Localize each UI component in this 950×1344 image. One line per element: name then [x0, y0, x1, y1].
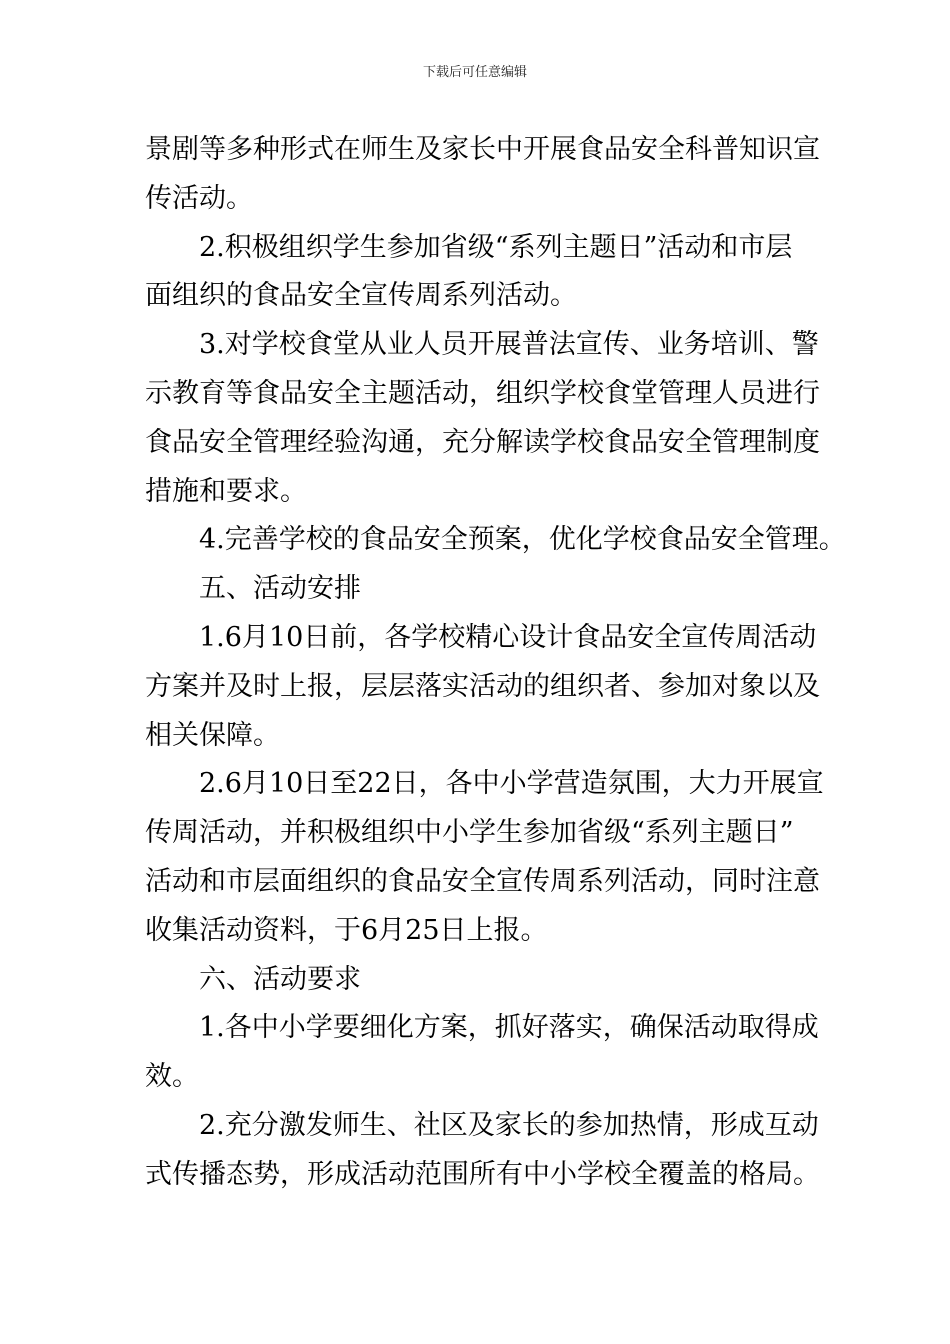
text-line: 景剧等多种形式在师生及家长中开展食品安全科普知识宣 — [145, 134, 820, 165]
page-header: 下载后可任意编辑 — [422, 65, 527, 80]
text-line: 示教育等食品安全主题活动，组织学校食堂管理人员进行 — [145, 377, 820, 409]
text-line: 1.6月10日前，各学校精心设计食品安全宣传周活动 — [199, 621, 817, 653]
text-line: 1.各中小学要细化方案，抓好落实，确保活动取得成 — [199, 1012, 819, 1044]
text-line: 面组织的食品安全宣传周系列活动。 — [145, 280, 577, 312]
text-line: 相关保障。 — [145, 719, 280, 751]
text-line: 式传播态势，形成活动范围所有中小学校全覆盖的格局。 — [145, 1158, 820, 1190]
text-line: 措施和要求。 — [145, 475, 307, 507]
text-line: 收集活动资料，于6月25日上报。 — [145, 914, 548, 946]
text-line: 传活动。 — [145, 182, 253, 214]
text-line: 活动和市层面组织的食品安全宣传周系列活动，同时注意 — [145, 865, 820, 897]
text-line: 2.积极组织学生参加省级“系列主题日”活动和市层 — [199, 231, 793, 263]
text-line: 2.充分激发师生、社区及家长的参加热情，形成互动 — [199, 1109, 819, 1141]
text-line: 食品安全管理经验沟通，充分解读学校食品安全管理制度 — [145, 426, 820, 458]
text-line: 方案并及时上报，层层落实活动的组织者、参加对象以及 — [145, 670, 820, 702]
text-line: 效。 — [145, 1061, 199, 1093]
section-heading: 五、活动安排 — [199, 573, 361, 605]
section-heading: 六、活动要求 — [199, 963, 361, 995]
document-body — [145, 126, 846, 1200]
text-line: 3.对学校食堂从业人员开展普法宣传、业务培训、警 — [199, 329, 819, 361]
text-line: 2.6月10日至22日，各中小学营造氛围，大力开展宣 — [199, 768, 824, 800]
text-line: 传周活动，并积极组织中小学生参加省级“系列主题日” — [145, 817, 794, 849]
text-line: 4.完善学校的食品安全预案，优化学校食品安全管理。 — [199, 524, 846, 556]
